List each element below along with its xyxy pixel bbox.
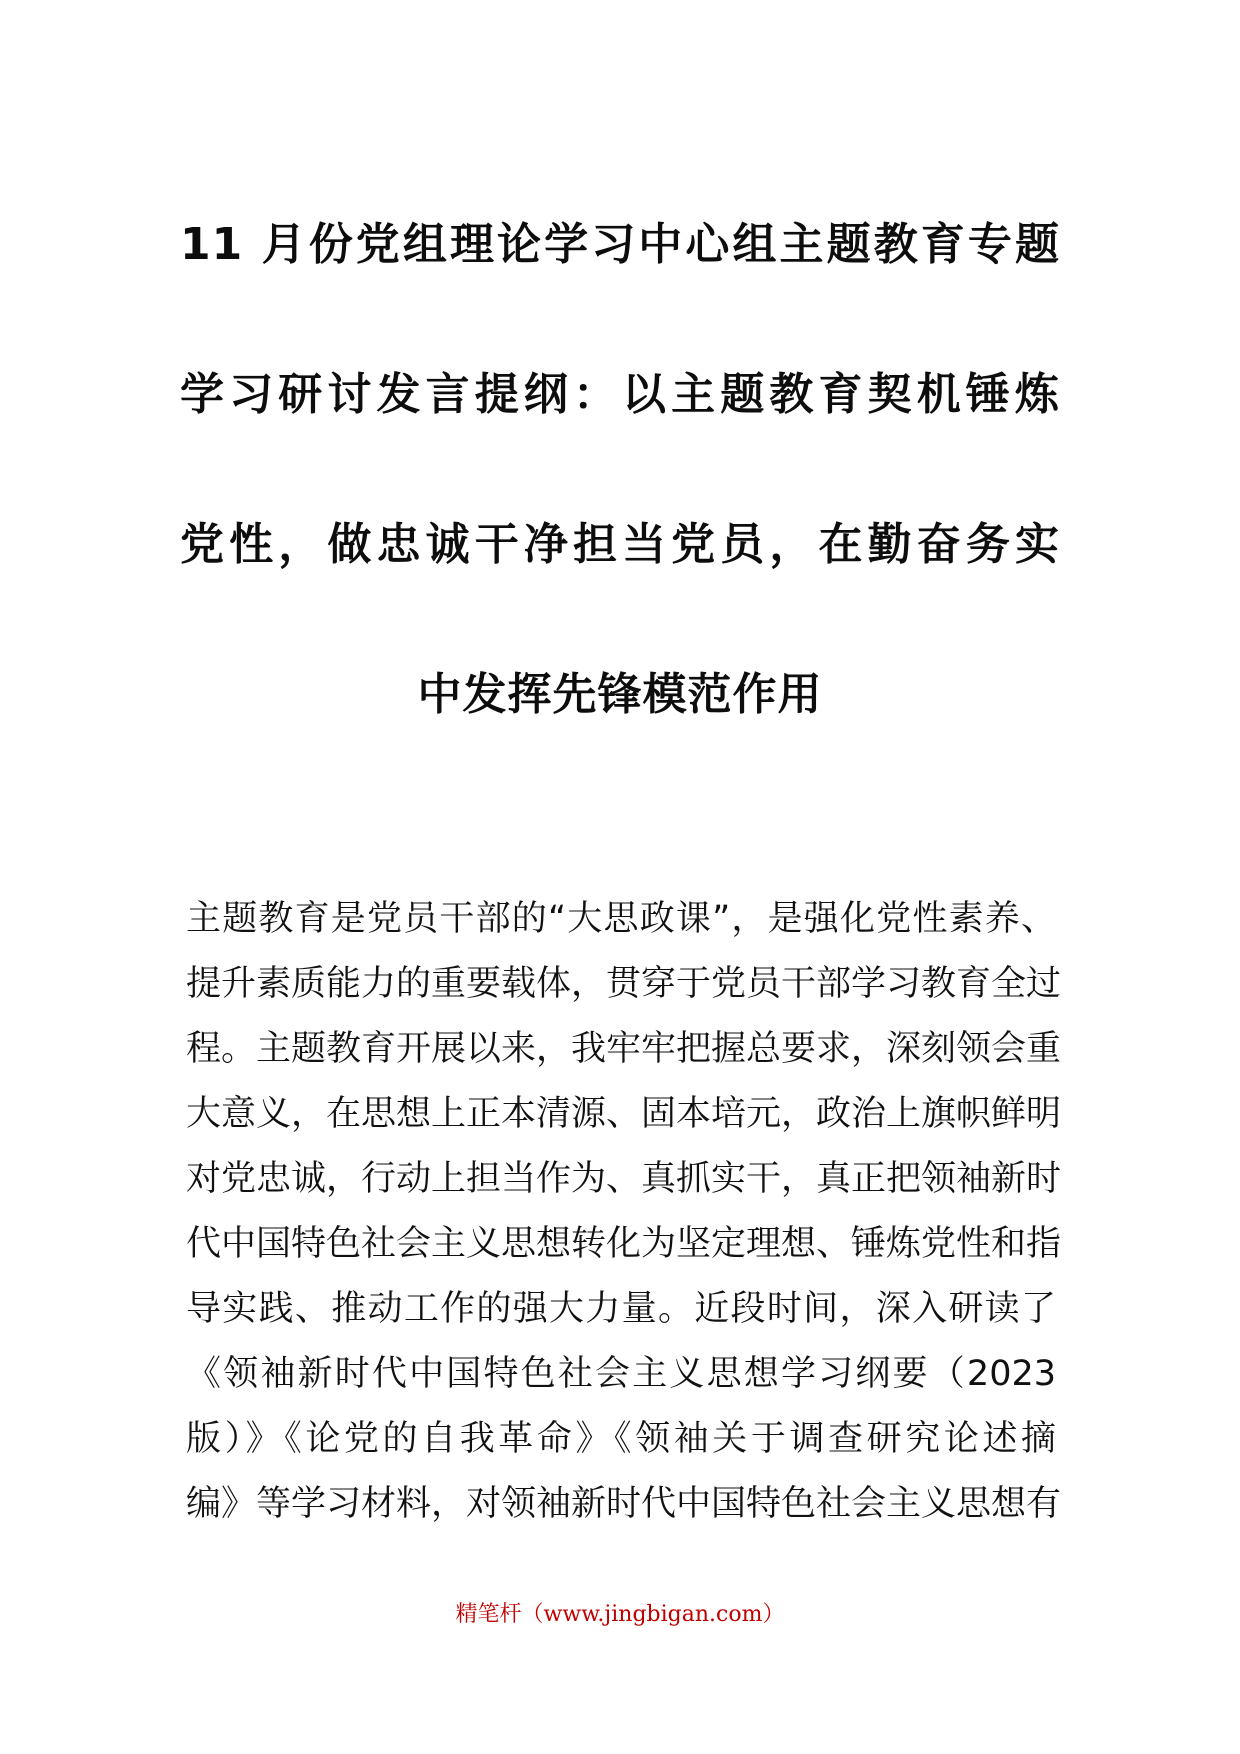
- body-line: 导实践、推动工作的强大力量。近段时间，深入研读了: [186, 1289, 1056, 1329]
- document-title: [180, 170, 1060, 770]
- title-line-3: 党性，做忠诚干净担当党员，在勤奋务实: [180, 519, 1060, 570]
- footer-watermark: 精笔杆（www.jingbigan.com）: [455, 1602, 785, 1627]
- body-line: 代中国特色社会主义思想转化为坚定理想、锤炼党性和指: [186, 1224, 1062, 1264]
- body-paragraph: [186, 887, 1062, 1537]
- body-line: 《领袖新时代中国特色社会主义思想学习纲要（2023: [186, 1354, 1056, 1394]
- body-line: 大意义，在思想上正本清源、固本培元，政治上旗帜鲜明: [186, 1094, 1062, 1134]
- body-line: 编》等学习材料，对领袖新时代中国特色社会主义思想有: [186, 1484, 1062, 1524]
- body-line: 程。主题教育开展以来，我牢牢把握总要求，深刻领会重: [186, 1029, 1062, 1069]
- body-line: 版）》《论党的自我革命》《领袖关于调查研究论述摘: [186, 1419, 1056, 1459]
- title-line-4: 中发挥先锋模范作用: [417, 669, 823, 720]
- title-line-1: 11 月份党组理论学习中心组主题教育专题: [180, 219, 1060, 270]
- body-line: 主题教育是党员干部的“大思政课”，是强化党性素养、: [186, 899, 1056, 939]
- body-line: 提升素质能力的重要载体，贯穿于党员干部学习教育全过: [186, 964, 1062, 1004]
- body-line: 对党忠诚，行动上担当作为、真抓实干，真正把领袖新时: [186, 1159, 1062, 1199]
- title-line-2: 学习研讨发言提纲：以主题教育契机锤炼: [180, 369, 1060, 420]
